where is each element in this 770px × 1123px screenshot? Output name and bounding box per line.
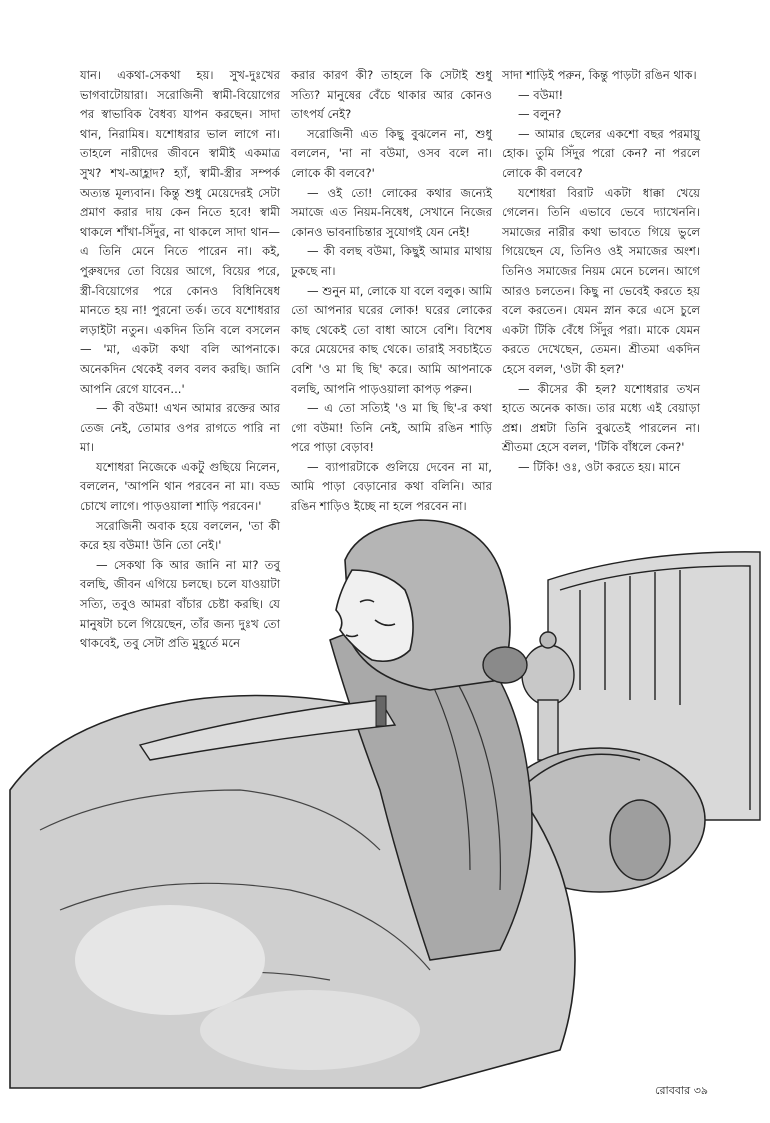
paragraph: — এ তো সত্যিই 'ও মা ছি ছি'-র কথা গো বউমা! তিনি নেই, আমি রঙিন শাড়ি পরে পাড়া বেড়াব! xyxy=(291,401,492,455)
paragraph: সরোজিনী এত কিছু বুঝলেন না, শুধু বললেন, 'না না বউমা, ওসব বলে না। লোকে কী বলবে?' xyxy=(291,126,492,180)
elderly-woman-illustration xyxy=(0,490,770,1090)
paragraph: সরোজিনী অবাক হয়ে বললেন, 'তা কী করে হয় বউমা! উনি তো নেই।' xyxy=(80,518,280,553)
paragraph: — বলুন? xyxy=(518,107,562,122)
paragraph: — বউমা! xyxy=(518,87,564,102)
hair-bun xyxy=(483,647,527,683)
paragraph: যান। একথা-সেকথা হয়। সুখ-দুঃখের ভাগবাটোয়ারা। সরোজিনী স্বামী-বিয়োগের পর স্বাভাবিক বৈধব্য যাপন করছেন। সাদা থান, নিরামিষ। যশোধরার ভাল লাগে না। তাহলে নারীদের জীবনে স্বামীই একমাত্র সুখ? শখ-আহ্লাদ? হ্যাঁ, স্বামী-স্ত্রীর সম্পর্ক অত্যন্ত মূল্যবান। কিন্তু শুধু মেয়েদেরই সেটা প্রমাণ করার দায় কেন নিতে হবে! স্বামী থাকলে শাঁখা-সিঁদুর, না থাকলে সাদা থান— এ তিনি মেনে নিতে পারেন না। কই, পুরুষদের তো বিয়ের আগে, বিয়ের পরে, স্ত্রী-বিয়োগের পরে কোনও বিধিনিষেধ মানতে হয় না! পুরনো তর্ক। তবে যশোধরার লড়াইটা নতুন। একদিন তিনি বলে বসলেন— 'মা, একটা কথা বলি আপনাকে। অনেকদিন থেকেই বলব বলব করছি। জানি আপনি রেগে যাবেন...' xyxy=(80,68,280,396)
text-column-2 xyxy=(291,66,492,517)
paragraph: — কী বউমা! এখন আমার রক্তের আর তেজ নেই, তোমার ওপর রাগতে পারি না মা। xyxy=(80,401,280,455)
paragraph: — কী বলছ বউমা, কিছুই আমার মাথায় ঢুকছে না। xyxy=(291,244,492,278)
paragraph: — ব্যাপারটাকে গুলিয়ে দেবেন না মা, আমি পাড়া বেড়ানোর কথা বলিনি। আর রঙিন শাড়িও ইচ্ছে না হলে পরবেন না। xyxy=(291,459,492,514)
text-column-3 xyxy=(502,66,700,477)
paragraph: যশোধরা বিরাট একটা ধাক্কা খেয়ে গেলেন। তিনি এভাবে ভেবে দ্যাখেননি। সমাজের নারীর কথা ভাবতে গিয়ে ভুলে গিয়েছেন যে, তিনিও ওই সমাজের অংশ। তিনিও সমাজের নিয়ম মেনে চলেন। আগে আরও চলতেন। কিছু না ভেবেই করতে হয় বলে করতেন। যেমন স্নান করে এসে চুলে একটা টিকি বেঁধে সিঁদুর পরা। মাকে যেমন করতে দেখেছেন, তেমন। শ্রীতমা একদিন হেসে বলল, 'ওটা কী হল?' xyxy=(502,185,700,376)
paragraph: যশোধরা নিজেকে একটু গুছিয়ে নিলেন, বললেন, 'আপনি থান পরবেন না মা। বড্ড চোখে লাগে। পাড়ওয়ালা শাড়ি পরবেন।' xyxy=(80,459,280,514)
paragraph: — আমার ছেলের একশো বছর পরমায়ু হোক। তুমি সিঁদুর পরো কেন? না পরলে লোকে কী বলবে? xyxy=(502,126,700,180)
paragraph: — ওই তো! লোকের কথার জন্যেই সমাজে এত নিয়ম-নিষেধ, সেখানে নিজের কোনও ভাবনাচিন্তার সুযোগই যেন নেই! xyxy=(291,185,492,239)
paragraph: — সেকথা কি আর জানি না মা? তবু বলছি, জীবন এগিয়ে চলছে। চলে যাওয়াটা সত্যি, তবুও আমরা বাঁচার চেষ্টা করছি। যে মানুষটা চলে গিয়েছেন, তাঁর জন্য দুঃখ তো থাকবেই, তবু সেটা প্রতি মুহূর্তে মনে xyxy=(80,557,280,651)
page-footer: রোববার ৩৯ xyxy=(655,1084,708,1097)
paragraph: করার কারণ কী? তাহলে কি সেটাই শুধু সত্যি? মানুষের বেঁচে থাকার আর কোনও তাৎপর্য নেই? xyxy=(291,68,492,122)
paragraph: — শুনুন মা, লোকে যা বলে বলুক। আমি তো আপনার ঘরের লোক! ঘরের লোকের কাছ থেকেই তো বাধা আসে বেশি। বিশেষ করে মেয়েদের কাছ থেকে। তারাই সবচাইতে বেশি 'ও মা ছি ছি' করে। আমি আপনাকে বলছি, আপনি পাড়ওয়ালা কাপড় পরুন। xyxy=(291,283,492,396)
paragraph: — কীসের কী হল? যশোধরার তখন হাতে অনেক কাজ। তার মধ্যে এই বেয়াড়া প্রশ্ন। প্রশ্নটা তিনি বুঝতেই পারলেন না। শ্রীতমা হেসে বলল, 'টিকি বাঁধলে কেন?' xyxy=(502,381,700,455)
paragraph: — টিকি! ওঃ, ওটা করতে হয়। মানে xyxy=(518,459,681,474)
paragraph: সাদা শাড়িই পরুন, কিন্তু পাড়টা রঙিন থাক। xyxy=(502,68,697,82)
